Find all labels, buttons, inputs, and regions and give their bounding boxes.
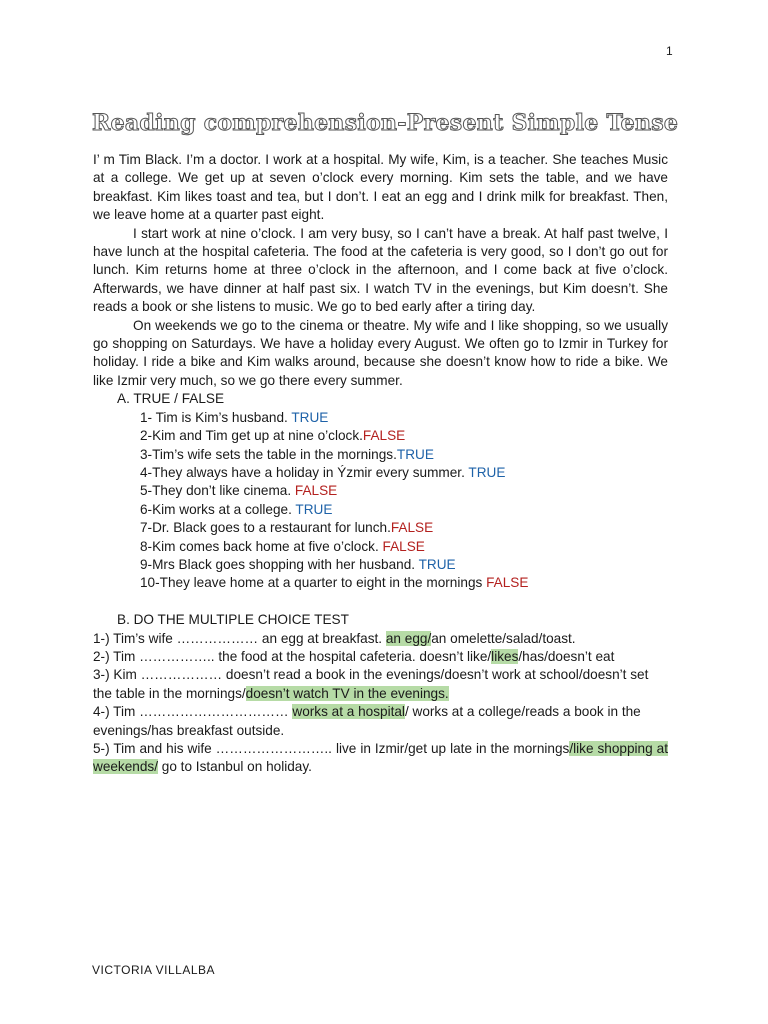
tf-answer: FALSE xyxy=(294,483,338,499)
mc-text: /has/doesn’t eat xyxy=(518,648,615,664)
tf-item xyxy=(140,501,668,519)
mc-text: 1-) Tim’s wife ……………… an egg at breakfast. xyxy=(93,630,386,646)
paragraph-3: On weekends we go to the cinema or theatre. My wife and I like shopping, so we usually go shopping on Saturdays. We have a holiday every August. We often go to Izmir in Turkey for holiday. I ride a bike and Kim walks around, because she doesn’t know how to ride a bike. We like Izmir very much, so we go there every summer. xyxy=(93,317,668,388)
mc-highlighted-answer: likes xyxy=(491,648,519,664)
mc-highlighted-answer: an egg/ xyxy=(385,630,432,646)
tf-question: 5-They don’t like cinema. xyxy=(140,483,295,499)
mc-text: / works at a college/reads a book in the evenings/has breakfast outside. xyxy=(93,704,641,738)
paragraph-2: I start work at nine o’clock. I am very busy, so I can’t have a break. At half past twelve, I have lunch at the hospital cafeteria. The food at the cafeteria is very good, so I don’t go out for lunch. Kim returns home at three o’clock in the afternoon, and I come back at five o’clock. Afterwards, we have dinner at half past six. I watch TV in the evenings, but Kim doesn’t. She reads a book or she listens to music. We go to bed early after a tiring day. xyxy=(93,225,668,315)
tf-item xyxy=(140,556,668,574)
tf-question: 10-They leave home at a quarter to eight in the mornings xyxy=(140,575,487,591)
section-spacer xyxy=(93,593,668,611)
tf-item xyxy=(140,409,668,427)
tf-question: 4-They always have a holiday in Ýzmir every summer. xyxy=(140,464,469,480)
page-title: Reading comprehension-Present Simple Tense xyxy=(92,110,679,136)
tf-item xyxy=(140,519,668,537)
mc-text: go to Istanbul on holiday. xyxy=(158,759,312,775)
mc-text: an omelette/salad/toast. xyxy=(431,630,576,646)
tf-answer: TRUE xyxy=(396,446,434,462)
section-b-heading: B. DO THE MULTIPLE CHOICE TEST xyxy=(117,612,349,628)
tf-question: 2-Kim and Tim get up at nine o’clock. xyxy=(140,428,363,444)
mc-highlighted-answer: /like shopping at weekends/ xyxy=(93,740,668,775)
document-body xyxy=(93,151,668,777)
tf-question: 8-Kim comes back home at five o’clock. xyxy=(140,538,383,554)
mc-highlighted-answer: works at a hospital xyxy=(292,704,405,720)
tf-answer: TRUE xyxy=(295,501,333,517)
tf-answer: FALSE xyxy=(486,575,529,591)
mc-text: 2-) Tim …………….. the food at the hospital cafeteria. doesn’t like/ xyxy=(93,648,492,664)
tf-item xyxy=(140,446,668,464)
tf-question: 7-Dr. Black goes to a restaurant for lunch. xyxy=(140,520,391,536)
tf-question: 6-Kim works at a college. xyxy=(140,501,296,517)
mc-text: 3-) Kim ……………… doesn’t read a book in the evenings/doesn’t work at school/doesn’t set the table in the mornings/ xyxy=(93,667,649,701)
footer-author: VICTORIA VILLALBA xyxy=(92,963,215,977)
mc-question-3 xyxy=(93,666,668,703)
tf-question: 9-Mrs Black goes shopping with her husband. xyxy=(140,556,419,572)
tf-question: 1- Tim is Kim’s husband. xyxy=(140,409,292,425)
tf-answer: TRUE xyxy=(418,556,456,572)
tf-question: 3-Tim’s wife sets the table in the mornings. xyxy=(140,446,397,462)
mc-question-2 xyxy=(93,648,668,666)
mc-question-1 xyxy=(93,630,668,648)
tf-answer: FALSE xyxy=(362,428,406,444)
tf-answer: FALSE xyxy=(382,538,425,554)
tf-item xyxy=(140,538,668,556)
tf-item xyxy=(140,427,668,445)
section-a-heading: A. TRUE / FALSE xyxy=(117,391,225,407)
tf-item xyxy=(140,574,668,592)
mc-text: 5-) Tim and his wife …………………….. live in Izmir/get up late in the mornings xyxy=(93,740,570,756)
mc-question-5 xyxy=(93,740,668,777)
paragraph-1: I’ m Tim Black. I’m a doctor. I work at a hospital. My wife, Kim, is a teacher. She teaches Music at a college. We get up at seven o’clock every morning. Kim sets the table, and we have breakfast. Kim likes toast and tea, but I don’t. I eat an egg and I drink milk for breakfast. Then, we leave home at a quarter past eight. xyxy=(93,152,668,223)
tf-answer: FALSE xyxy=(390,520,434,536)
mc-text: 4-) Tim …………………………… xyxy=(93,704,293,720)
mc-highlighted-answer: doesn’t watch TV in the evenings. xyxy=(245,685,449,701)
true-false-list xyxy=(93,409,668,593)
tf-answer: TRUE xyxy=(468,464,506,480)
tf-item xyxy=(140,482,668,500)
tf-answer: TRUE xyxy=(291,409,329,425)
mc-question-4 xyxy=(93,703,668,740)
tf-item xyxy=(140,464,668,482)
page-number: 1 xyxy=(666,44,673,58)
